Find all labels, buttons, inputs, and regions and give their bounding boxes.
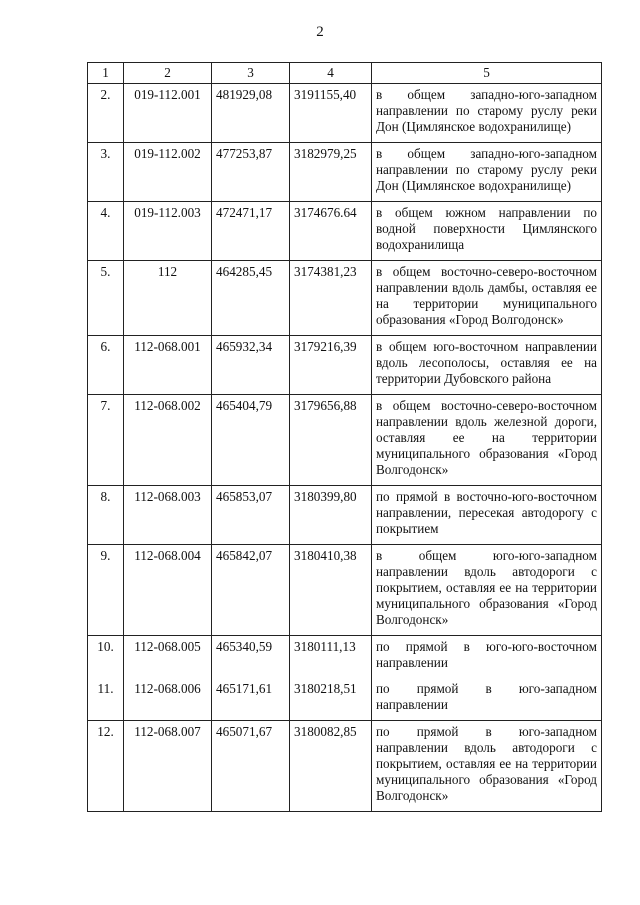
point-code: 019-112.002	[124, 143, 212, 202]
boundary-table	[87, 62, 602, 812]
coordinate-x: 465340,59	[212, 636, 290, 679]
row-number: 12.	[88, 721, 124, 812]
row-number: 4.	[88, 202, 124, 261]
boundary-description: в общем восточно-северо-восточном направлении вдоль железной дороги, оставляя ее на территории муниципального образования «Город Волгодонск»	[372, 395, 602, 486]
coordinate-x: 481929,08	[212, 84, 290, 143]
boundary-description: по прямой в восточно-юго-восточном направлении, пересекая автодорогу с покрытием	[372, 486, 602, 545]
coordinate-y: 3180218,51	[290, 678, 372, 721]
row-number: 5.	[88, 261, 124, 336]
coordinate-x: 465842,07	[212, 545, 290, 636]
page-number: 2	[316, 24, 324, 40]
coordinate-x: 472471,17	[212, 202, 290, 261]
boundary-description: по прямой в юго-западном направлении	[372, 678, 602, 721]
point-code: 112-068.004	[124, 545, 212, 636]
point-code: 112-068.002	[124, 395, 212, 486]
column-header-4: 4	[290, 63, 372, 84]
coordinate-y: 3174676.64	[290, 202, 372, 261]
table-row	[88, 486, 602, 545]
coordinate-y: 3180410,38	[290, 545, 372, 636]
coordinate-y: 3179656,88	[290, 395, 372, 486]
boundary-description: по прямой в юго-юго-восточном направлении	[372, 636, 602, 679]
table-row	[88, 202, 602, 261]
column-header-3: 3	[212, 63, 290, 84]
table-row	[88, 261, 602, 336]
column-header-5: 5	[372, 63, 602, 84]
table-row	[88, 84, 602, 143]
point-code: 112-068.001	[124, 336, 212, 395]
coordinate-x: 477253,87	[212, 143, 290, 202]
table-row	[88, 636, 602, 679]
coordinate-x: 465071,67	[212, 721, 290, 812]
coordinate-x: 465404,79	[212, 395, 290, 486]
point-code: 112	[124, 261, 212, 336]
point-code: 112-068.003	[124, 486, 212, 545]
point-code: 019-112.003	[124, 202, 212, 261]
boundary-description: в общем восточно-северо-восточном направлении вдоль дамбы, оставляя ее на территории муниципального образования «Город Волгодонск»	[372, 261, 602, 336]
coordinate-x: 465932,34	[212, 336, 290, 395]
coordinate-y: 3191155,40	[290, 84, 372, 143]
row-number: 11.	[88, 678, 124, 721]
coordinate-y: 3180082,85	[290, 721, 372, 812]
point-code: 019-112.001	[124, 84, 212, 143]
boundary-description: в общем западно-юго-западном направлении по старому руслу реки Дон (Цимлянское водохранилище)	[372, 84, 602, 143]
row-number: 7.	[88, 395, 124, 486]
coordinate-x: 465171,61	[212, 678, 290, 721]
table-row	[88, 395, 602, 486]
boundary-description: в общем юго-юго-западном направлении вдоль автодороги с покрытием, оставляя ее на территории муниципального образования «Город Волгодонск»	[372, 545, 602, 636]
row-number: 6.	[88, 336, 124, 395]
point-code: 112-068.007	[124, 721, 212, 812]
table-row	[88, 678, 602, 721]
table-row	[88, 143, 602, 202]
table-row	[88, 721, 602, 812]
row-number: 8.	[88, 486, 124, 545]
header-row	[88, 63, 602, 84]
point-code: 112-068.006	[124, 678, 212, 721]
coordinate-y: 3180399,80	[290, 486, 372, 545]
table-row	[88, 336, 602, 395]
coordinate-y: 3174381,23	[290, 261, 372, 336]
row-number: 9.	[88, 545, 124, 636]
coordinate-x: 465853,07	[212, 486, 290, 545]
row-number: 2.	[88, 84, 124, 143]
boundary-description: в общем юго-восточном направлении вдоль лесополосы, оставляя ее на территории Дубовского района	[372, 336, 602, 395]
coordinate-x: 464285,45	[212, 261, 290, 336]
coordinate-y: 3180111,13	[290, 636, 372, 679]
coordinate-y: 3182979,25	[290, 143, 372, 202]
column-header-2: 2	[124, 63, 212, 84]
row-number: 10.	[88, 636, 124, 679]
table-row	[88, 545, 602, 636]
boundary-description: в общем южном направлении по водной поверхности Цимлянского водохранилища	[372, 202, 602, 261]
boundary-description: по прямой в юго-западном направлении вдоль автодороги с покрытием, оставляя ее на территории муниципального образования «Город Волгодонск»	[372, 721, 602, 812]
column-header-1: 1	[88, 63, 124, 84]
boundary-description: в общем западно-юго-западном направлении по старому руслу реки Дон (Цимлянское водохранилище)	[372, 143, 602, 202]
coordinate-y: 3179216,39	[290, 336, 372, 395]
row-number: 3.	[88, 143, 124, 202]
point-code: 112-068.005	[124, 636, 212, 679]
